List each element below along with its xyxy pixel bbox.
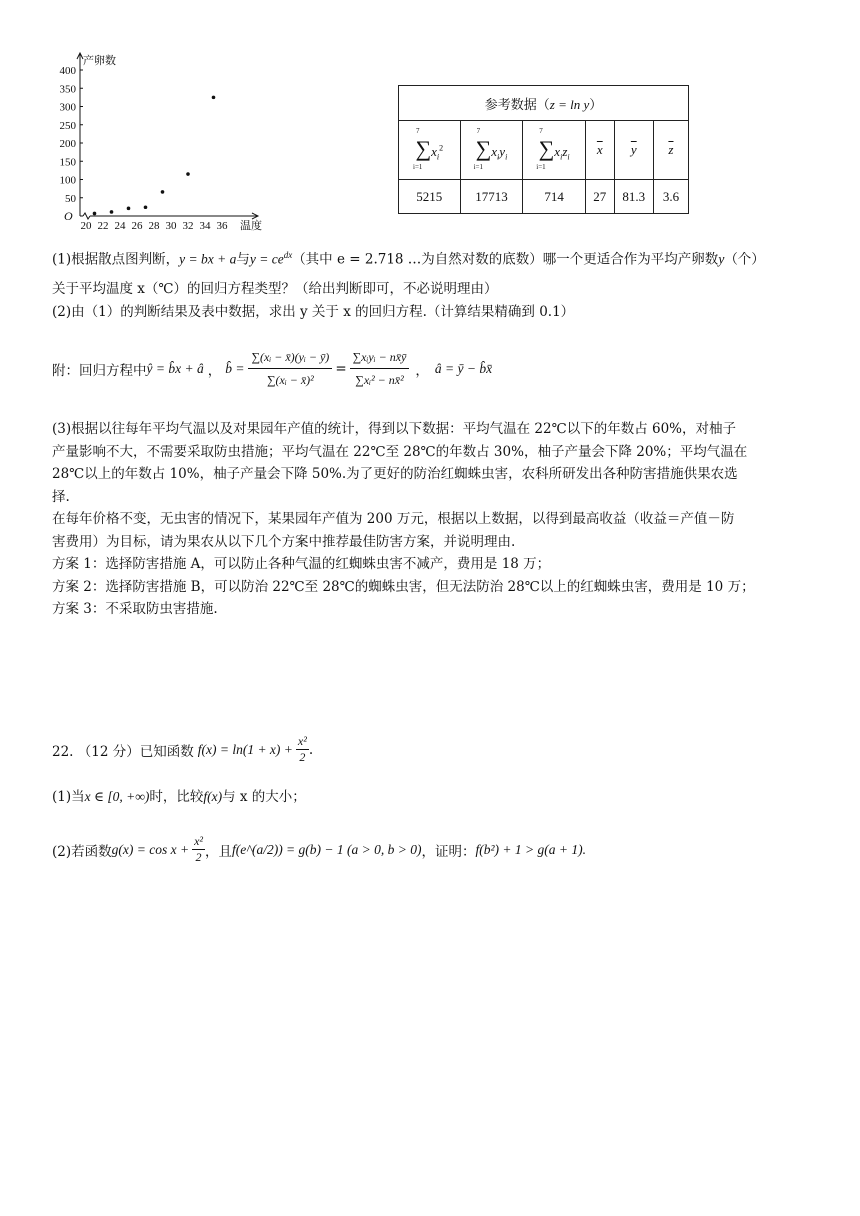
q22-heading: 22. （12 分）已知函数 f(x) = ln(1 + x) + $\frac{\text{x²}}{2}$ . (52, 734, 314, 764)
table-title-close: ） (589, 96, 603, 112)
data-point (144, 205, 148, 209)
fraction-2-denominator: ∑xᵢ² − nx̄² (355, 373, 404, 387)
q1-formula-exp: y = ce (249, 251, 284, 267)
reference-data-table (398, 85, 689, 214)
data-point (127, 207, 131, 211)
fraction-1-numerator: ∑(xᵢ − x̄)(yᵢ − ȳ) (248, 350, 332, 369)
header-y-bar: $\overline{y}$ (614, 121, 653, 180)
q1-text-a: (1)根据散点图判断， (52, 251, 180, 268)
header-sum-xz: 7 $\sum x_iz_i$ i=1 (523, 121, 586, 180)
x-axis-label: 温度 (240, 220, 262, 232)
fraction-2-numerator: ∑xᵢyᵢ − nx̄ȳ (350, 350, 410, 369)
q3-block (52, 418, 755, 621)
value-sum-xz: 714 (523, 180, 586, 214)
q22-fraction (296, 734, 309, 765)
data-point (186, 172, 190, 176)
regression-formula: ŷ = b̂x + â (146, 361, 204, 376)
x-tick-label: 28 (148, 220, 160, 232)
q1-line-2: 关于平均温度 x（℃）的回归方程类型？（给出判断即可，不必说明理由） (52, 281, 498, 297)
origin-label: O (64, 209, 73, 223)
q1-text-d: （个） (724, 251, 765, 268)
q22-p2-a: (2)若函数 (52, 843, 112, 860)
b-hat-fraction-1 (248, 350, 332, 388)
data-point (93, 212, 97, 216)
q22-p1-b: 时，比较 (149, 789, 204, 805)
value-x-bar: 27 (585, 180, 614, 214)
q1-text-b: 与 (236, 251, 250, 268)
x-tick-label: 34 (199, 220, 211, 232)
q22-p2-proof: f(b²) + 1 > g(a + 1). (475, 841, 586, 857)
y-tick-label: 350 (59, 83, 76, 96)
x-axis-break (83, 213, 90, 219)
q22-p2-fraction (192, 834, 205, 865)
header-sum-xy: 7 $\sum x_iy_i$ i=1 (460, 121, 523, 180)
q22-part-1 (52, 788, 306, 806)
y-tick-label: 100 (59, 174, 76, 187)
q3-line-1: 产量影响不大，不需要采取防虫措施；平均气温在 22℃至 28℃的年数占 30%，柚子产量会下降 20%；平均气温在 (52, 443, 748, 460)
q3-line-7: 方案 2：选择防害措施 B，可以防治 22℃至 28℃的蜘蛛虫害，但无法防治 28℃以上的红蜘蛛虫害，费用是 10 万； (52, 578, 755, 595)
q2-appendix: 附：回归方程中 ŷ = b̂x + â ， b̂ = $\frac{\text{∑(xᵢ − x̄)(yᵢ − ȳ)}}{\text{∑(xᵢ − x̄)²}}$ = $\frac{\text{∑xᵢyᵢ − nx̄ȳ}}{\text{∑xᵢ² − nx̄²}}$ ， â = ȳ − b̂x̄ (52, 350, 493, 387)
q22-p1-f: f(x) (203, 789, 223, 804)
x-tick-label: 22 (97, 220, 109, 232)
q2-line-1: (2)由（1）的判断结果及表中数据，求出 y 关于 x 的回归方程.（计算结果精确到 0.1） (52, 304, 575, 320)
q22-p2-cond: f(e^(a/2)) = g(b) − 1 (a > 0, b > 0) (232, 841, 422, 857)
x-tick-label: 36 (216, 220, 228, 232)
q22-p2-b: ，且 (205, 843, 233, 860)
q22-part-2 (52, 834, 586, 865)
q1-line-1 (52, 246, 765, 269)
q22-p1-cond: x ∈ [0, +∞) (84, 789, 150, 804)
q3-line-5: 害费用）为目标，请为果农从以下几个方案中推荐最佳防害方案，并说明理由. (52, 533, 516, 550)
y-tick-label: 50 (65, 192, 76, 205)
value-sum-x-sq: 5215 (399, 180, 461, 214)
table-title-formula: z = ln y (549, 96, 590, 112)
data-point (212, 96, 216, 100)
q1-text-c: （其中 e = 2.718 …为自然对数的底数）哪一个更适合作为平均产卵数 (292, 251, 719, 268)
q1-formula-exp-power: dx (283, 250, 293, 260)
q22-p1-a: (1)当 (52, 789, 85, 805)
q3-line-2: 28℃以上的年数占 10%，柚子产量会下降 50%.为了更好的防治红蜘蛛虫害，农科所研发出各种防害措施供果农选 (52, 466, 738, 482)
value-y-bar: 81.3 (614, 180, 653, 214)
header-z-bar: $\overline{z}$ (653, 121, 688, 180)
q22-head-text: 22. （12 分）已知函数 (52, 743, 194, 760)
q22-frac-num: x² (297, 734, 307, 748)
q22-p2-frac-num: x² (194, 834, 204, 848)
value-z-bar: 3.6 (653, 180, 688, 214)
x-tick-label: 20 (80, 220, 92, 232)
a-hat-formula: â = ȳ − b̂x̄ (434, 361, 493, 376)
x-tick-label: 30 (165, 220, 177, 232)
q22-p2-c: ，证明： (421, 843, 476, 860)
data-point (110, 210, 114, 214)
q3-line-0: (3)根据以往每年平均气温以及对果园年产值的统计，得到以下数据：平均气温在 22℃以下的年数占 60%，对柚子 (52, 421, 736, 437)
q22-p1-c: 与 x 的大小； (222, 789, 306, 805)
table-title-text: 参考数据（ (484, 96, 550, 112)
b-hat-label: b̂ = (225, 361, 245, 376)
q3-line-8: 方案 3：不采取防虫害措施. (52, 601, 218, 617)
y-axis-label: 产卵数 (83, 55, 116, 67)
x-tick-label: 32 (182, 220, 194, 232)
y-tick-label: 300 (59, 101, 76, 114)
x-tick-label: 24 (114, 220, 126, 232)
scatter-chart (50, 50, 275, 232)
q22-p2-frac-den: 2 (195, 850, 202, 864)
y-tick-label: 250 (59, 119, 76, 132)
y-tick-label: 200 (59, 138, 76, 150)
appendix-label: 附：回归方程中 (52, 363, 147, 379)
x-tick-label: 26 (131, 220, 143, 232)
table-title (399, 86, 689, 121)
q3-line-6: 方案 1：选择防害措施 A，可以防止各种气温的红蜘蛛虫害不减产，费用是 18 万； (52, 556, 551, 572)
data-point (161, 190, 165, 194)
q1-formula-linear: y = bx + a (179, 251, 237, 267)
y-tick-label: 400 (59, 65, 76, 77)
q3-line-3: 择. (52, 488, 70, 505)
header-x-bar: $\overline{x}$ (585, 121, 614, 180)
b-hat-fraction-2 (350, 350, 410, 388)
q22-frac-den: 2 (299, 750, 306, 764)
header-sum-x-sq: 7 $\sum x_i^2$ i=1 (399, 121, 461, 180)
q3-line-4: 在每年价格不变，无虫害的情况下，某果园年产值为 200 万元，根据以上数据，以得到最高收益（收益＝产值－防 (52, 511, 735, 527)
fraction-1-denominator: ∑(xᵢ − x̄)² (266, 373, 314, 387)
q22-function: f(x) = ln(1 + x) + (197, 741, 293, 757)
q22-p2-g: g(x) = cos x + (111, 841, 190, 857)
y-tick-label: 150 (59, 156, 76, 169)
q1-var-y: y (718, 251, 725, 267)
value-sum-xy: 17713 (460, 180, 523, 214)
